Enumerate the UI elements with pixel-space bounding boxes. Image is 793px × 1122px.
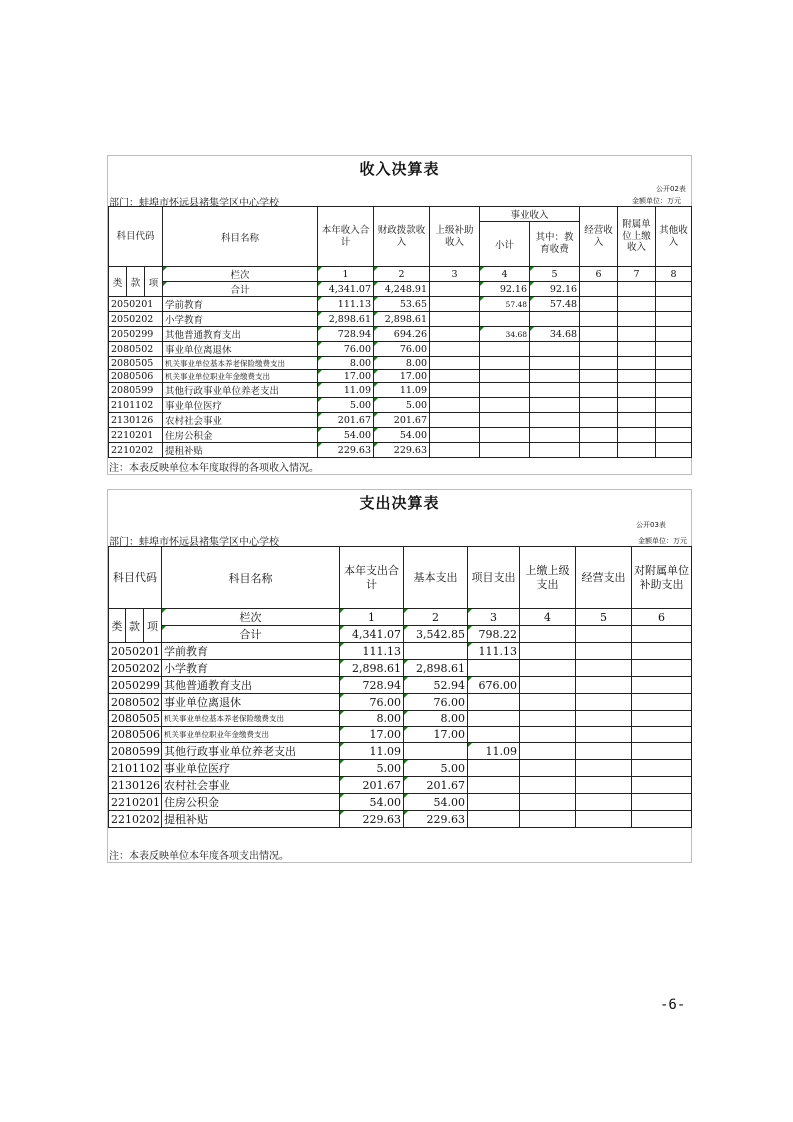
income-row-edu-fee: 57.48 — [530, 297, 580, 312]
income-row — [109, 413, 692, 428]
income-row-subtotal — [480, 398, 530, 413]
expense-row-total: 201.67 — [340, 777, 404, 794]
income-row-name: 学前教育 — [163, 297, 318, 312]
income-row-subtotal — [480, 312, 530, 327]
income-num-4: 4 — [480, 267, 530, 282]
income-row-code: 2130126 — [109, 413, 163, 428]
income-row-code: 2210202 — [109, 443, 163, 458]
income-row-fiscal: 8.00 — [374, 357, 430, 370]
expense-sheet — [107, 489, 692, 863]
income-row-edu-fee — [530, 370, 580, 383]
expense-row-name: 事业单位离退休 — [162, 694, 340, 711]
income-num-8: 8 — [656, 267, 692, 282]
income-row-edu-fee — [530, 357, 580, 370]
income-row-code: 2080506 — [109, 370, 163, 383]
expense-num-3: 3 — [468, 609, 520, 626]
expense-row-name: 其他普通教育支出 — [162, 677, 340, 694]
income-row-code: 2050299 — [109, 327, 163, 342]
income-row — [109, 398, 692, 413]
income-row-fiscal: 53.65 — [374, 297, 430, 312]
expense-row-basic: 52.94 — [404, 677, 468, 694]
income-total-c1: 4,341.07 — [318, 282, 374, 297]
expense-row-total: 229.63 — [340, 811, 404, 828]
expense-row-code: 2080506 — [109, 727, 162, 743]
expense-col-name: 科目名称 — [162, 547, 340, 609]
expense-row — [109, 711, 692, 727]
income-row — [109, 342, 692, 357]
expense-row-project — [468, 760, 520, 777]
income-row-fiscal: 76.00 — [374, 342, 430, 357]
income-total-c4: 92.16 — [480, 282, 530, 297]
income-row-edu-fee — [530, 342, 580, 357]
income-row-fiscal: 229.63 — [374, 443, 430, 458]
expense-row — [109, 811, 692, 828]
income-row — [109, 312, 692, 327]
expense-row-project — [468, 727, 520, 743]
expense-row-code: 2080505 — [109, 711, 162, 727]
income-row-total: 76.00 — [318, 342, 374, 357]
expense-row — [109, 743, 692, 760]
income-num-2: 2 — [374, 267, 430, 282]
income-note: 注：本表反映单位本年度取得的各项收入情况。 — [109, 463, 319, 474]
income-row-subtotal — [480, 428, 530, 443]
expense-col-basic: 基本支出 — [404, 547, 468, 609]
expense-row-basic: 17.00 — [404, 727, 468, 743]
income-col-fiscal: 财政拨款收入 — [374, 207, 430, 267]
expense-row-code: 2210202 — [109, 811, 162, 828]
expense-row-project — [468, 660, 520, 677]
income-row-fiscal: 54.00 — [374, 428, 430, 443]
income-row-name: 其他行政事业单位养老支出 — [163, 383, 318, 398]
income-col-name: 科目名称 — [163, 207, 318, 267]
income-lei: 类 — [109, 267, 127, 297]
income-row-total: 11.09 — [318, 383, 374, 398]
expense-row-name: 学前教育 — [162, 643, 340, 660]
income-num-3: 3 — [430, 267, 480, 282]
expense-row-code: 2050299 — [109, 677, 162, 694]
expense-kuan: 款 — [126, 609, 144, 643]
income-row-total: 5.00 — [318, 398, 374, 413]
income-row-name: 事业单位离退休 — [163, 342, 318, 357]
income-row — [109, 297, 692, 312]
income-row-fiscal: 11.09 — [374, 383, 430, 398]
income-row — [109, 443, 692, 458]
income-row — [109, 428, 692, 443]
income-row-total: 2,898.61 — [318, 312, 374, 327]
expense-row-basic: 201.67 — [404, 777, 468, 794]
income-num-7: 7 — [618, 267, 656, 282]
page-number: -6- — [660, 997, 686, 1013]
expense-dept: 部门：蚌埠市怀远县褚集学区中心学校 — [109, 537, 279, 548]
income-col-other: 其他收入 — [656, 207, 692, 267]
income-row — [109, 383, 692, 398]
expense-row-basic — [404, 643, 468, 660]
income-row-name: 机关事业单位职业年金缴费支出 — [163, 370, 318, 383]
income-row-subtotal — [480, 342, 530, 357]
expense-lei: 类 — [109, 609, 126, 643]
income-row — [109, 327, 692, 342]
expense-row — [109, 760, 692, 777]
income-row-fiscal: 694.26 — [374, 327, 430, 342]
income-sheet — [107, 155, 692, 475]
expense-total-row — [109, 626, 692, 643]
expense-row-name: 事业单位医疗 — [162, 760, 340, 777]
expense-row-total: 2,898.61 — [340, 660, 404, 677]
expense-total-label: 合计 — [162, 626, 340, 643]
expense-lanci: 栏次 — [162, 609, 340, 626]
income-row-code: 2080505 — [109, 357, 163, 370]
expense-row-name: 农村社会事业 — [162, 777, 340, 794]
income-row-code: 2050201 — [109, 297, 163, 312]
income-row-name: 住房公积金 — [163, 428, 318, 443]
income-col-subtotal: 小计 — [480, 222, 530, 267]
income-col-affiliated: 附属单位上缴收入 — [618, 207, 656, 267]
income-row-edu-fee: 34.68 — [530, 327, 580, 342]
income-row-name: 农村社会事业 — [163, 413, 318, 428]
income-row-total: 201.67 — [318, 413, 374, 428]
expense-row-project — [468, 711, 520, 727]
income-row-code: 2080502 — [109, 342, 163, 357]
income-col-superior: 上级补助收入 — [430, 207, 480, 267]
expense-row — [109, 660, 692, 677]
income-row-fiscal: 2,898.61 — [374, 312, 430, 327]
income-row — [109, 357, 692, 370]
income-col-code: 科目代码 — [109, 207, 163, 267]
expense-row-name: 提租补贴 — [162, 811, 340, 828]
expense-row-project: 676.00 — [468, 677, 520, 694]
expense-xiang: 项 — [144, 609, 162, 643]
expense-row-basic: 8.00 — [404, 711, 468, 727]
income-col-edu-fee: 其中：教育收费 — [530, 222, 580, 267]
income-lanci: 栏次 — [163, 267, 318, 282]
expense-row-project — [468, 777, 520, 794]
expense-row-project: 11.09 — [468, 743, 520, 760]
income-row — [109, 370, 692, 383]
expense-row — [109, 643, 692, 660]
expense-row-total: 728.94 — [340, 677, 404, 694]
income-row-name: 其他普通教育支出 — [163, 327, 318, 342]
income-row-total: 8.00 — [318, 357, 374, 370]
expense-num-2: 2 — [404, 609, 468, 626]
expense-row-name: 其他行政事业单位养老支出 — [162, 743, 340, 760]
expense-row-total: 76.00 — [340, 694, 404, 711]
income-row-fiscal: 5.00 — [374, 398, 430, 413]
income-row-subtotal — [480, 383, 530, 398]
expense-row-basic: 76.00 — [404, 694, 468, 711]
income-row-name: 小学教育 — [163, 312, 318, 327]
income-dept: 部门：蚌埠市怀远县褚集学区中心学校 — [109, 198, 279, 209]
expense-num-5: 5 — [576, 609, 632, 626]
income-unit: 金额单位：万元 — [632, 197, 681, 205]
income-col-shiye: 事业收入 — [480, 207, 580, 222]
income-row-code: 2080599 — [109, 383, 163, 398]
income-row-name: 机关事业单位基本养老保险缴费支出 — [163, 357, 318, 370]
income-row-code: 2050202 — [109, 312, 163, 327]
income-total-c2: 4,248.91 — [374, 282, 430, 297]
expense-row — [109, 727, 692, 743]
income-row-subtotal — [480, 370, 530, 383]
income-table-code: 公开02表 — [656, 185, 686, 193]
income-col-operating: 经营收入 — [580, 207, 618, 267]
expense-num-1: 1 — [340, 609, 404, 626]
income-row-edu-fee — [530, 428, 580, 443]
expense-row-basic: 54.00 — [404, 794, 468, 811]
income-row-subtotal: 57.48 — [480, 297, 530, 312]
expense-num-6: 6 — [632, 609, 692, 626]
income-row-edu-fee — [530, 398, 580, 413]
income-row-subtotal — [480, 413, 530, 428]
income-row-edu-fee — [530, 312, 580, 327]
expense-row-project — [468, 811, 520, 828]
income-num-1: 1 — [318, 267, 374, 282]
income-row-edu-fee — [530, 413, 580, 428]
income-row-total: 229.63 — [318, 443, 374, 458]
expense-row-basic — [404, 743, 468, 760]
expense-row — [109, 777, 692, 794]
expense-num-4: 4 — [520, 609, 576, 626]
expense-row — [109, 694, 692, 711]
income-total-c5: 92.16 — [530, 282, 580, 297]
income-row-fiscal: 17.00 — [374, 370, 430, 383]
income-row-total: 54.00 — [318, 428, 374, 443]
expense-title: 支出决算表 — [359, 494, 440, 512]
income-row-name: 提租补贴 — [163, 443, 318, 458]
expense-col-operating: 经营支出 — [576, 547, 632, 609]
expense-row-code: 2101102 — [109, 760, 162, 777]
expense-total-c3: 798.22 — [468, 626, 520, 643]
expense-row-project — [468, 694, 520, 711]
income-table — [108, 206, 692, 458]
income-row-code: 2210201 — [109, 428, 163, 443]
expense-row-name: 住房公积金 — [162, 794, 340, 811]
expense-row-total: 5.00 — [340, 760, 404, 777]
income-num-5: 5 — [530, 267, 580, 282]
expense-total-c1: 4,341.07 — [340, 626, 404, 643]
income-row-edu-fee — [530, 383, 580, 398]
expense-row-code: 2050201 — [109, 643, 162, 660]
income-row-total: 111.13 — [318, 297, 374, 312]
expense-row-name: 机关事业单位基本养老保险缴费支出 — [162, 711, 340, 727]
expense-row-basic: 5.00 — [404, 760, 468, 777]
expense-col-project: 项目支出 — [468, 547, 520, 609]
expense-unit: 金额单位：万元 — [638, 537, 687, 545]
expense-row-total: 8.00 — [340, 711, 404, 727]
income-kuan: 款 — [127, 267, 145, 297]
expense-row-project: 111.13 — [468, 643, 520, 660]
expense-row-basic: 229.63 — [404, 811, 468, 828]
expense-row-code: 2080599 — [109, 743, 162, 760]
expense-row-total: 54.00 — [340, 794, 404, 811]
expense-col-upper: 上缴上级支出 — [520, 547, 576, 609]
income-xiang: 项 — [145, 267, 163, 297]
expense-row-project — [468, 794, 520, 811]
income-row-subtotal: 34.68 — [480, 327, 530, 342]
income-row-total: 17.00 — [318, 370, 374, 383]
expense-row — [109, 794, 692, 811]
expense-row-code: 2130126 — [109, 777, 162, 794]
expense-row-code: 2080502 — [109, 694, 162, 711]
expense-col-total: 本年支出合计 — [340, 547, 404, 609]
income-row-subtotal — [480, 443, 530, 458]
expense-row-code: 2050202 — [109, 660, 162, 677]
income-title: 收入决算表 — [359, 160, 440, 178]
expense-row-name: 机关事业单位职业年金缴费支出 — [162, 727, 340, 743]
income-total-row — [109, 282, 692, 297]
income-row-code: 2101102 — [109, 398, 163, 413]
income-row-edu-fee — [530, 443, 580, 458]
expense-row-total: 17.00 — [340, 727, 404, 743]
expense-total-c2: 3,542.85 — [404, 626, 468, 643]
income-num-6: 6 — [580, 267, 618, 282]
expense-row-total: 11.09 — [340, 743, 404, 760]
income-row-total: 728.94 — [318, 327, 374, 342]
income-row-fiscal: 201.67 — [374, 413, 430, 428]
expense-col-affiliated: 对附属单位补助支出 — [632, 547, 692, 609]
income-row-subtotal — [480, 357, 530, 370]
income-row-name: 事业单位医疗 — [163, 398, 318, 413]
expense-table-code: 公开03表 — [636, 521, 666, 529]
expense-col-code: 科目代码 — [109, 547, 162, 609]
expense-row-name: 小学教育 — [162, 660, 340, 677]
expense-note: 注：本表反映单位本年度各项支出情况。 — [109, 851, 289, 862]
expense-row-code: 2210201 — [109, 794, 162, 811]
expense-row-basic: 2,898.61 — [404, 660, 468, 677]
expense-row-total: 111.13 — [340, 643, 404, 660]
expense-table — [108, 546, 692, 828]
expense-row — [109, 677, 692, 694]
income-total-label: 合计 — [163, 282, 318, 297]
income-col-total: 本年收入合计 — [318, 207, 374, 267]
